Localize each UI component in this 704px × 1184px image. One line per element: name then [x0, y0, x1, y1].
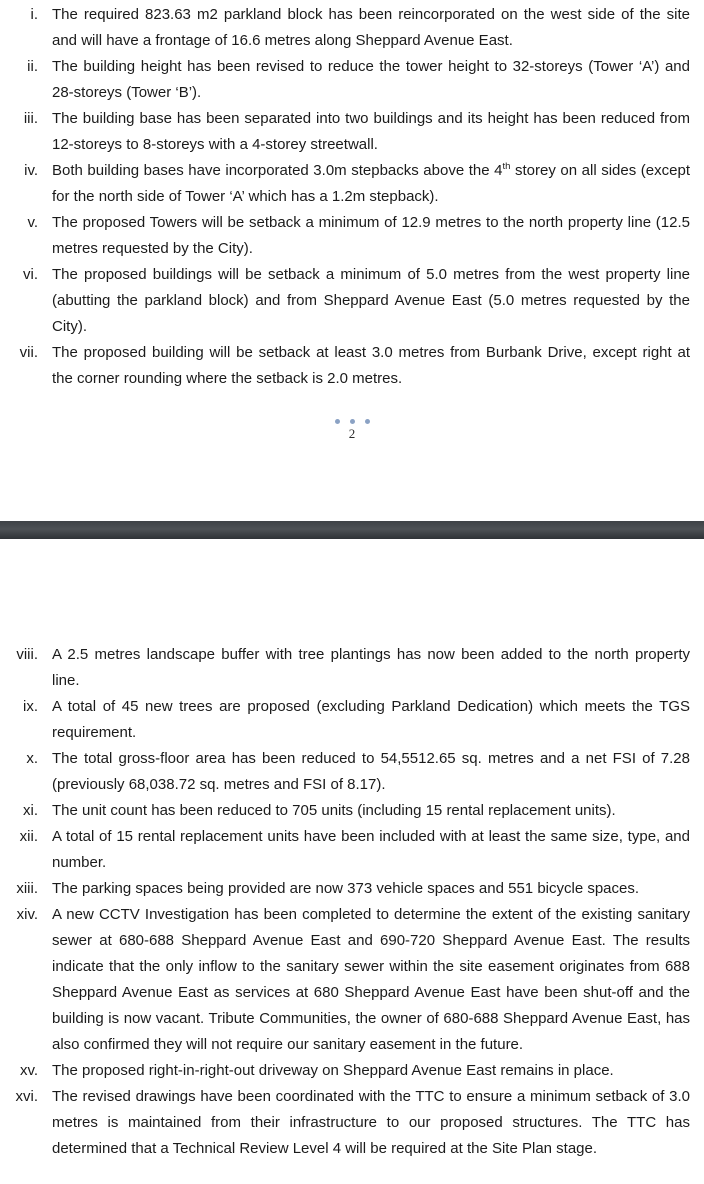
list-item: [0, 2, 704, 54]
list-item-text: The building height has been revised to reduce the tower height to 32-storeys (Tower ‘A’) and 28-storeys (Tower ‘B’).: [52, 58, 690, 101]
list-item: [0, 876, 704, 902]
list-item-number: xv.: [19, 1062, 38, 1079]
list-item-number: xiii.: [16, 880, 38, 897]
list-item-number: viii.: [16, 646, 38, 663]
list-item: [0, 210, 704, 262]
list-item: [0, 54, 704, 106]
list-item-number: v.: [27, 214, 38, 231]
page-break-divider: [0, 521, 704, 539]
document-page-3: [0, 539, 704, 1184]
list-item-text: The required 823.63 m2 parkland block has been reincorporated on the west side of the site and will have a frontage of 16.6 metres along Sheppard Avenue East.: [52, 6, 690, 49]
list-item-text: The proposed buildings will be setback a minimum of 5.0 metres from the west property line (abutting the parkland block) and from Sheppard Avenue East (5.0 metres requested by the City).: [52, 266, 690, 335]
list-item: [0, 824, 704, 876]
list-item-number: xvi.: [15, 1088, 38, 1105]
list-item-text: Both building bases have incorporated 3.0m stepbacks above the 4th storey on all sides (except for the north side of Tower ‘A’ which has a 1.2m stepback).: [52, 161, 690, 205]
list-item-text: The building base has been separated into two buildings and its height has been reduced from 12-storeys to 8-storeys with a 4-storey streetwall.: [52, 110, 690, 153]
list-item-number: xiv.: [16, 906, 38, 923]
list-item: [0, 262, 704, 340]
list-item-text: A new CCTV Investigation has been completed to determine the extent of the existing sanitary sewer at 680-688 Sheppard Avenue East and 690-720 Sheppard Avenue East. The results indicate that the only inflow to the sanitary sewer within the site easement originates from 688 Sheppard Avenue East as services at 680 Sheppard Avenue East have been shut-off and the building is now vacant. Tribute Communities, the owner of 680-688 Sheppard Avenue East, has also confirmed they will not require our sanitary easement in the future.: [52, 906, 690, 1053]
page-footer: [0, 418, 704, 441]
list-item-text: A total of 15 rental replacement units have been included with at least the same size, type, and number.: [52, 828, 690, 871]
dot-icon: [350, 419, 355, 424]
list-item: [0, 798, 704, 824]
list-item-text: The unit count has been reduced to 705 units (including 15 rental replacement units).: [52, 802, 616, 819]
list-item-text: The total gross-floor area has been reduced to 54,5512.65 sq. metres and a net FSI of 7.28 (previously 68,038.72 sq. metres and FSI of 8.17).: [52, 750, 690, 793]
list-item-number: vi.: [23, 266, 38, 283]
list-item-number: x.: [26, 750, 38, 767]
page-number: 2: [348, 426, 356, 441]
list-item-text: A 2.5 metres landscape buffer with tree plantings has now been added to the north property line.: [52, 646, 690, 689]
dot-icon: [365, 419, 370, 424]
document-page-2: [0, 0, 704, 521]
list-item: [0, 694, 704, 746]
numbered-list-page-2: [0, 0, 704, 392]
list-item-number: ix.: [23, 698, 38, 715]
list-item-number: xii.: [19, 828, 38, 845]
list-item-text: The proposed right-in-right-out driveway on Sheppard Avenue East remains in place.: [52, 1062, 614, 1079]
list-item-number: vii.: [19, 344, 38, 361]
list-item-text: The proposed building will be setback at least 3.0 metres from Burbank Drive, except right at the corner rounding where the setback is 2.0 metres.: [52, 344, 690, 387]
list-item: [0, 106, 704, 158]
list-item-number: iii.: [23, 110, 38, 127]
dot-icon: [335, 419, 340, 424]
list-item-number: xi.: [23, 802, 38, 819]
list-item: [0, 642, 704, 694]
list-item: [0, 1058, 704, 1084]
list-item: [0, 1084, 704, 1162]
list-item-number: ii.: [27, 58, 38, 75]
list-item-number: iv.: [24, 162, 38, 179]
list-item: [0, 902, 704, 1058]
numbered-list-page-3: [0, 539, 704, 1162]
list-item-text: The parking spaces being provided are now 373 vehicle spaces and 551 bicycle spaces.: [52, 880, 640, 897]
list-item: [0, 158, 704, 210]
list-item-number: i.: [30, 6, 38, 23]
list-item-text: The proposed Towers will be setback a minimum of 12.9 metres to the north property line (12.5 metres requested by the City).: [52, 214, 690, 257]
list-item-text: The revised drawings have been coordinated with the TTC to ensure a minimum setback of 3.0 metres is maintained from their infrastructure to our proposed structures. The TTC has determined that a Technical Review Level 4 will be required at the Site Plan stage.: [52, 1088, 690, 1157]
list-item-text: A total of 45 new trees are proposed (excluding Parkland Dedication) which meets the TGS requirement.: [52, 698, 690, 741]
list-item: [0, 340, 704, 392]
footer-dots-icon: [0, 418, 704, 425]
list-item: [0, 746, 704, 798]
